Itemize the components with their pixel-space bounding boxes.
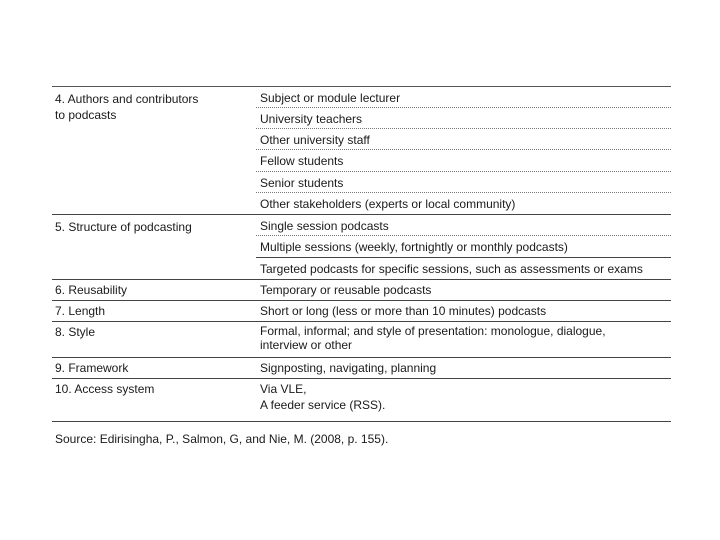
value-list	[256, 358, 671, 378]
value-list	[256, 215, 671, 279]
source-citation: Source: Edirisingha, P., Salmon, G, and Nie, M. (2008, p. 155).	[55, 432, 389, 446]
category-label: 8. Style	[55, 325, 96, 339]
value-item: Single session podcasts	[256, 215, 671, 236]
category-label: 7. Length	[55, 304, 106, 318]
table-row-structure	[52, 215, 671, 280]
value-item: Signposting, navigating, planning	[260, 361, 437, 375]
table-row-reusability	[52, 280, 671, 301]
value-list	[256, 301, 671, 321]
value-item: Fellow students	[256, 150, 671, 172]
table-row-framework	[52, 358, 671, 379]
value-item: Other university staff	[256, 129, 671, 150]
value-item: Formal, informal; and style of presentation: monologue, dialogue, interview or other	[260, 324, 606, 352]
value-list	[256, 280, 671, 300]
category-label: 5. Structure of podcasting	[55, 220, 192, 234]
table-row-authors	[52, 87, 671, 215]
category-label: 9. Framework	[55, 361, 129, 375]
value-item: Temporary or reusable podcasts	[260, 283, 432, 297]
category-label: 6. Reusability	[55, 283, 128, 297]
value-item: Other stakeholders (experts or local community)	[260, 197, 516, 211]
value-item: Short or long (less or more than 10 minutes) podcasts	[260, 304, 547, 318]
value-list	[256, 87, 671, 214]
category-label: 10. Access system	[55, 382, 155, 396]
value-item: University teachers	[256, 108, 671, 129]
table-row-length	[52, 301, 671, 322]
value-list	[256, 379, 671, 421]
value-list	[256, 322, 671, 357]
value-item: Multiple sessions (weekly, fortnightly or monthly podcasts)	[256, 236, 671, 258]
value-item: Subject or module lecturer	[256, 87, 671, 108]
category-label: 4. Authors and contributors to podcasts	[55, 92, 199, 122]
value-item: Via VLE, A feeder service (RSS).	[260, 382, 386, 412]
value-item: Targeted podcasts for specific sessions, such as assessments or exams	[260, 262, 643, 276]
podcast-characteristics-table	[52, 86, 671, 422]
table-row-style	[52, 322, 671, 358]
table-row-access-system	[52, 379, 671, 422]
value-item: Senior students	[256, 172, 671, 193]
